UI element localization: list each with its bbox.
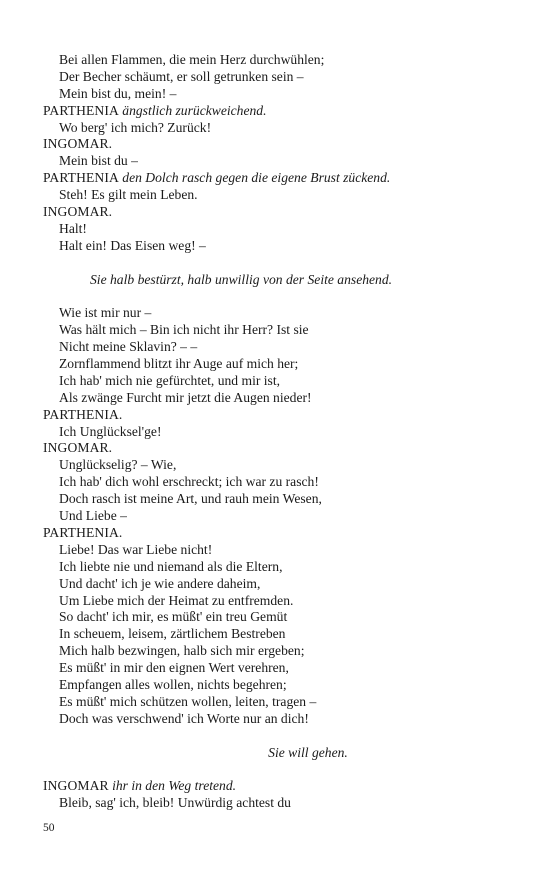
stage-direction: Sie will gehen. xyxy=(268,744,348,760)
verse-line: Doch was verschwend' ich Worte nur an dich! xyxy=(59,710,309,726)
speaker-line xyxy=(43,170,513,187)
verse-line: Der Becher schäumt, er soll getrunken sein – xyxy=(59,68,304,84)
speaker-name: PARTHENIA. xyxy=(43,406,123,422)
verse-line: Als zwänge Furcht mir jetzt die Augen nieder! xyxy=(59,389,312,405)
speaker-line xyxy=(43,407,513,424)
verse-line: Und dacht' ich je wie andere daheim, xyxy=(59,575,261,591)
speaker-line xyxy=(43,103,513,120)
speaker-name: INGOMAR. xyxy=(43,204,113,220)
speaker-line xyxy=(43,440,513,457)
verse-line: Ich Unglücksel'ge! xyxy=(59,423,162,439)
verse-line: Es müßt' mich schützen wollen, leiten, tragen – xyxy=(59,693,317,709)
blank-line xyxy=(43,288,513,305)
verse-line: Doch rasch ist meine Art, und rauh mein Wesen, xyxy=(59,491,322,507)
blank-line xyxy=(43,728,513,745)
verse-line: So dacht' ich mir, es müßt' ein treu Gemüt xyxy=(59,609,288,625)
verse-line: Mich halb bezwingen, halb sich mir ergeben; xyxy=(59,643,305,659)
verse-line: Bleib, sag' ich, bleib! Unwürdig achtest du xyxy=(59,795,291,811)
verse-line: Und Liebe – xyxy=(59,508,127,524)
verse-line: Zornflammend blitzt ihr Auge auf mich her; xyxy=(59,356,299,372)
verse-line: Halt ein! Das Eisen weg! – xyxy=(59,237,206,253)
verse-line: Liebe! Das war Liebe nicht! xyxy=(59,541,213,557)
speaker-name: PARTHENIA. xyxy=(43,524,123,540)
page-number: 50 xyxy=(43,822,55,834)
verse-line: Mein bist du – xyxy=(59,153,138,169)
verse-line: Ich hab' dich wohl erschreckt; ich war zu rasch! xyxy=(59,474,319,490)
speaker-name: PARTHENIA xyxy=(43,170,119,186)
speaker-name: INGOMAR. xyxy=(43,136,113,152)
speaker-name: INGOMAR. xyxy=(43,440,113,456)
blank-line xyxy=(43,255,513,272)
stage-direction-inline: ängstlich zurückweichend. xyxy=(122,102,267,118)
verse-line: Empfangen alles wollen, nichts begehren; xyxy=(59,676,287,692)
speaker-name: INGOMAR xyxy=(43,778,109,794)
verse-line: Bei allen Flammen, die mein Herz durchwühlen; xyxy=(59,52,325,67)
verse-line: Um Liebe mich der Heimat zu entfremden. xyxy=(59,592,294,608)
stage-direction-inline: den Dolch rasch gegen die eigene Brust zückend. xyxy=(122,170,391,186)
verse-line: Wie ist mir nur – xyxy=(59,305,152,321)
verse-line: Nicht meine Sklavin? – – xyxy=(59,339,198,355)
play-text xyxy=(43,52,513,812)
speaker-line xyxy=(43,778,513,795)
stage-direction-inline: ihr in den Weg tretend. xyxy=(112,778,237,794)
stage-direction: Sie halb bestürzt, halb unwillig von der Seite ansehend. xyxy=(90,271,393,287)
verse-line: Halt! xyxy=(59,220,87,236)
speaker-line xyxy=(43,204,513,221)
verse-line: Ich hab' mich nie gefürchtet, und mir ist, xyxy=(59,372,281,388)
verse-line: In scheuem, leisem, zärtlichem Bestreben xyxy=(59,626,286,642)
verse-line: Mein bist du, mein! – xyxy=(59,85,177,101)
speaker-line xyxy=(43,525,513,542)
verse-line: Wo berg' ich mich? Zurück! xyxy=(59,119,212,135)
speaker-name: PARTHENIA xyxy=(43,102,119,118)
blank-line xyxy=(43,761,513,778)
verse-line: Was hält mich – Bin ich nicht ihr Herr? Ist sie xyxy=(59,322,309,338)
verse-line: Ich liebte nie und niemand als die Eltern, xyxy=(59,558,283,574)
speaker-line xyxy=(43,136,513,153)
verse-line: Unglückselig? – Wie, xyxy=(59,457,177,473)
verse-line: Steh! Es gilt mein Leben. xyxy=(59,187,198,203)
verse-line: Es müßt' in mir den eignen Wert verehren, xyxy=(59,660,289,676)
